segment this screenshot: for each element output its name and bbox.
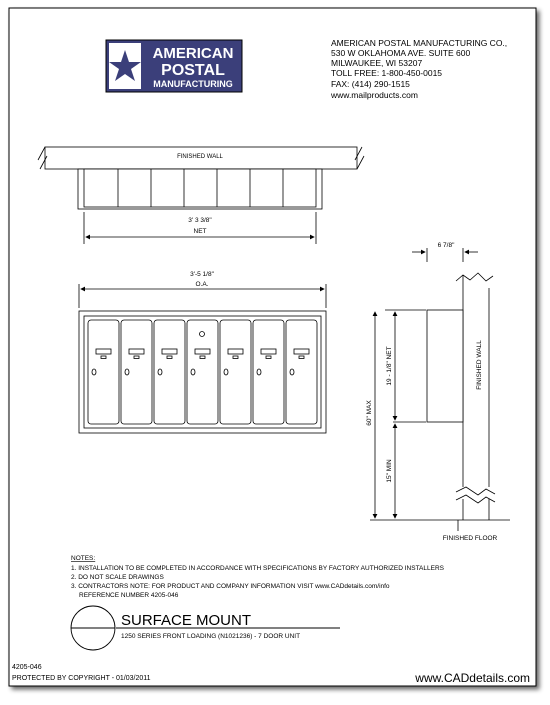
side-floor-label: FINISHED FLOOR xyxy=(442,535,498,542)
side-net-height: 19 - 1/8" NET xyxy=(386,346,393,386)
top-net-dimension: 3' 3 3/8" xyxy=(188,217,212,224)
company-logo xyxy=(106,40,242,92)
side-wall-label: FINISHED WALL xyxy=(476,340,483,390)
drawing-title: SURFACE MOUNT xyxy=(121,612,252,629)
company-address2: MILWAUKEE, WI 53207 xyxy=(331,58,423,68)
note-2: 2. DO NOT SCALE DRAWINGS xyxy=(71,574,164,581)
logo-line-manufacturing: MANUFACTURING xyxy=(153,79,233,89)
side-min-height: 15" MIN xyxy=(386,459,393,483)
notes-heading: NOTES: xyxy=(71,555,96,562)
company-website: www.mailproducts.com xyxy=(331,90,418,100)
note-reference: REFERENCE NUMBER 4205-046 xyxy=(79,592,179,599)
front-oa-dimension: 3'-5 1/8" xyxy=(190,271,214,278)
company-fax: FAX: (414) 290-1515 xyxy=(331,79,410,89)
company-tollfree: TOLL FREE: 1-800-450-0015 xyxy=(331,68,443,78)
side-max-height: 60" MAX xyxy=(366,400,373,426)
logo-line-postal: POSTAL xyxy=(161,62,225,79)
note-1: 1. INSTALLATION TO BE COMPLETED IN ACCORDANCE WITH SPECIFICATIONS BY FACTORY AUTHORIZED INSTALLERS xyxy=(71,565,444,572)
company-address1: 530 W OKLAHOMA AVE. SUITE 600 xyxy=(331,48,471,58)
top-net-label: NET xyxy=(193,228,207,235)
drawing-subtitle: 1250 SERIES FRONT LOADING (N1021236) - 7 DOOR UNIT xyxy=(121,633,301,640)
top-wall-label: FINISHED WALL xyxy=(177,154,223,160)
logo-line-american: AMERICAN xyxy=(152,45,234,62)
footer-brand: www.CADdetails.com xyxy=(415,671,530,685)
footer-ref-number: 4205-046 xyxy=(12,664,42,671)
front-oa-label: O.A. xyxy=(195,281,209,288)
side-depth-dimension: 6 7/8" xyxy=(437,242,455,249)
footer-copyright: PROTECTED BY COPYRIGHT - 01/03/2011 xyxy=(12,675,151,682)
company-name: AMERICAN POSTAL MANUFACTURING CO., xyxy=(331,38,508,48)
note-3: 3. CONTRACTORS NOTE: FOR PRODUCT AND COMPANY INFORMATION VISIT www.CADdetails.com/info xyxy=(71,583,390,590)
